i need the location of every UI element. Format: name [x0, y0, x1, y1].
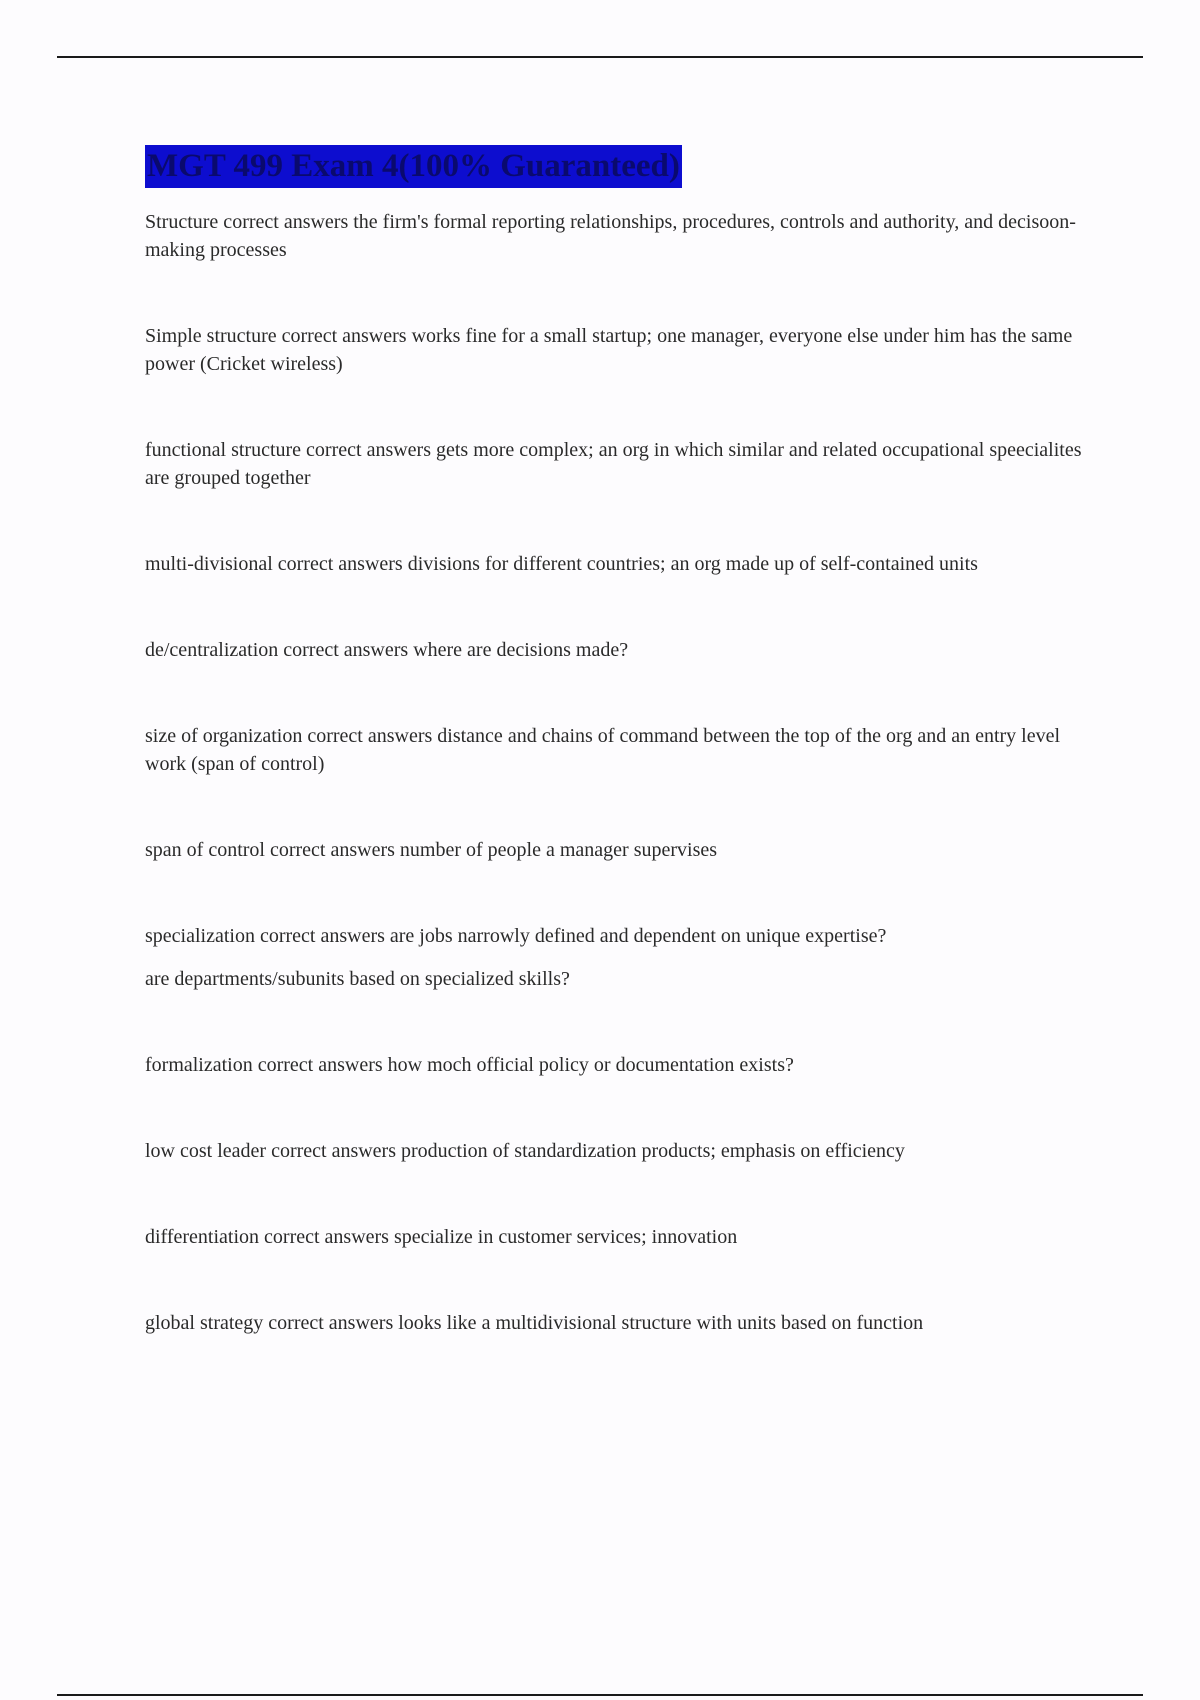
document-body [145, 145, 1095, 1395]
qa-text: global strategy correct answers looks like a multidivisional structure with units based on function [145, 1312, 924, 1334]
qa-text: Simple structure correct answers works fine for a small startup; one manager, everyone else under him has the same power (Cricket wireless) [145, 325, 1073, 375]
qa-list [145, 208, 1095, 1337]
qa-item-differentiation [145, 1223, 1095, 1251]
qa-text: de/centralization correct answers where are decisions made? [145, 639, 629, 661]
qa-item-multi-divisional [145, 550, 1095, 578]
qa-item-low-cost-leader [145, 1137, 1095, 1165]
qa-item-specialization [145, 922, 1095, 993]
qa-item-simple-structure [145, 322, 1095, 378]
qa-text: formalization correct answers how moch official policy or documentation exists? [145, 1054, 794, 1076]
document-title: MGT 499 Exam 4(100% Guaranteed) [145, 145, 682, 188]
qa-text: Structure correct answers the firm's formal reporting relationships, procedures, controls and authority, and decisoon-making processes [145, 211, 1076, 261]
qa-text: span of control correct answers number of people a manager supervises [145, 839, 718, 861]
qa-item-decentralization [145, 636, 1095, 664]
qa-text: differentiation correct answers specialize in customer services; innovation [145, 1226, 738, 1248]
qa-item-structure [145, 208, 1095, 264]
qa-text: specialization correct answers are jobs narrowly defined and dependent on unique expertise? [145, 925, 887, 947]
qa-item-functional-structure [145, 436, 1095, 492]
qa-item-global-strategy [145, 1309, 1095, 1337]
qa-text: functional structure correct answers gets more complex; an org in which similar and related occupational speecialites are grouped together [145, 439, 1082, 489]
qa-text-continued: are departments/subunits based on specialized skills? [145, 968, 570, 990]
top-rule [57, 56, 1143, 58]
qa-item-span-of-control [145, 836, 1095, 864]
qa-text: size of organization correct answers distance and chains of command between the top of the org and an entry level work (span of control) [145, 725, 1061, 775]
qa-item-size-of-organization [145, 722, 1095, 778]
qa-text: low cost leader correct answers production of standardization products; emphasis on efficiency [145, 1140, 905, 1162]
qa-text: multi-divisional correct answers divisions for different countries; an org made up of self-contained units [145, 553, 978, 575]
qa-item-formalization [145, 1051, 1095, 1079]
bottom-rule [57, 1694, 1143, 1696]
